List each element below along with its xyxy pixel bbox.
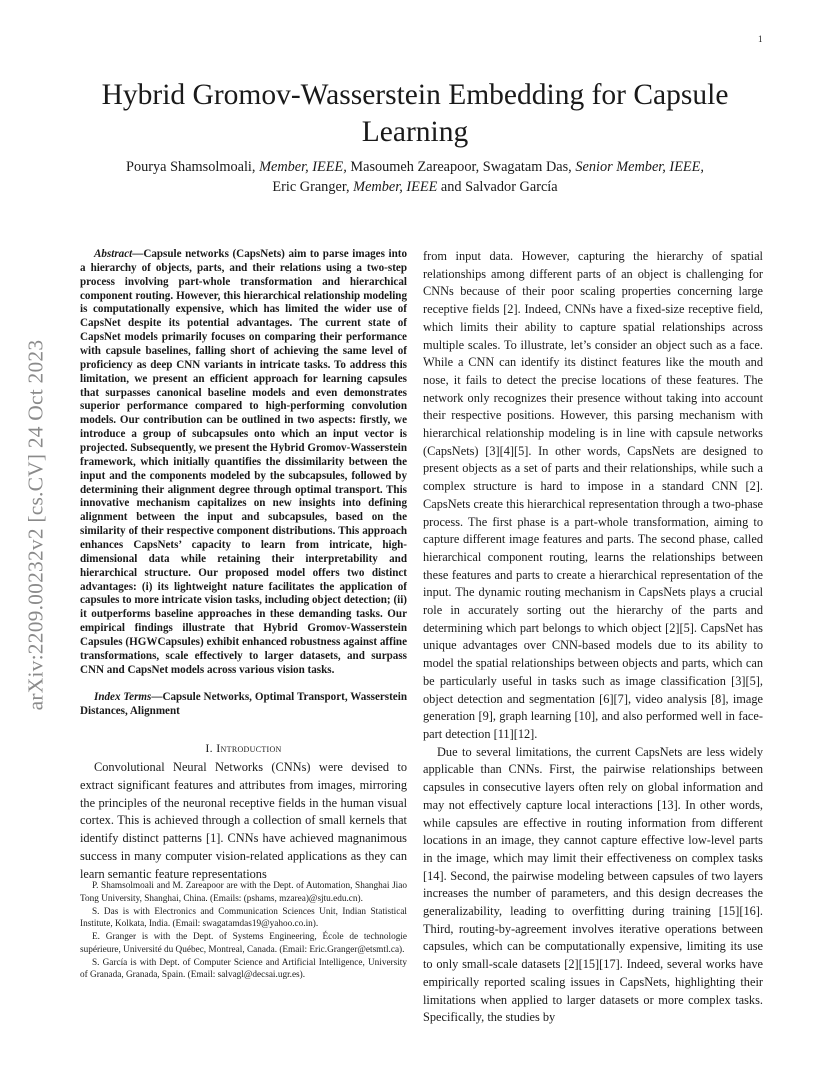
author-names: Eric Granger, (272, 179, 350, 195)
index-terms-text: —Capsule Networks, Optimal Transport, Wasserstein Distances, Alignment (80, 690, 407, 717)
abstract-label: Abstract (94, 248, 133, 260)
author-line-1 (80, 157, 750, 177)
author-names: Pourya Shamsolmoali, (126, 159, 256, 175)
arxiv-identifier-text: arXiv:2209.00232v2 [cs.CV] 24 Oct 2023 (23, 339, 48, 711)
footnote: E. Granger is with the Dept. of Systems Engineering, École de technologie supérieure, Université du Québec, Montreal, Canada. (Email: Eric.Granger@etsmtl.ca). (80, 932, 407, 955)
author-membership: Member, IEEE (353, 179, 438, 195)
footnote: S. García is with Dept. of Computer Science and Artificial Intelligence, University of Granada, Granada, Spain. (Email: salvagl@decsai.ugr.es). (80, 957, 407, 981)
footnote: S. Das is with Electronics and Communication Sciences Unit, Indian Statistical Institute, Kolkata, India. (Email: swagatamdas19@yahoo.co.in). (80, 906, 407, 930)
arxiv-identifier-stamp (22, 290, 50, 760)
right-column (423, 248, 763, 1027)
introduction-paragraph-1-continued: from input data. However, capturing the hierarchy of spatial relationships among different parts of an object is challenging for CNNs because of their poor scaling properties concerning large receptive fields [2]. Indeed, CNNs have a fixed-size receptive field, which limits their ability to capture spatial relationships across multiple scales. To illustrate, let’s consider an object such as a face. While a CNN can identify its distinct features like the mouth and nose, it fails to detect the precise locations of these features. The network only recognizes their presence without taking into account their respective positions. However, this parsing mechanism with hierarchical relationship modeling is in line with capsule networks (CapsNets) [3][4][5]. In other words, CapsNets are designed to present objects as a set of parts and their relationships, while such a complex structure is hard to impose in a standard CNN [2]. CapsNets create this hierarchical representation through a two-phase process. The first phase is a part-whole transformation, aiming to capture different image features and parts. The second phase, called hierarchical component routing, learns the relationships between these features and parts to create a hierarchical representation of the input. The dynamic routing mechanism in CapsNets plays a crucial role in accurately sorting out the hierarchy of the parts and determining which part belongs to which object [2][5]. CapsNet has unique advantages over CNN-based models due to its ability to model the spatial relationships between objects and parts, which can be particularly useful in tasks such as image classification [3][5], object detection and segmentation [6][7], video analysis [8], image generation [9], graph learning [10], and also performed well in face-part detection [11][12]. (423, 249, 763, 741)
section-number: I. (205, 741, 213, 756)
abstract (80, 248, 407, 678)
left-column (80, 248, 407, 883)
abstract-text: —Capsule networks (CapsNets) aim to parse images into a hierarchy of objects, parts, and their relations using a two-step process involving part-whole transformation and hierarchical component routing. However, this hierarchical relationship modeling is computationally expensive, which has limited the wider use of CapsNet despite its potential advantages. The current state of CapsNet models primarily focuses on comparing their performance with capsule baselines, falling short of achieving the same level of proficiency as deep CNN variants in intricate tasks. To address this limitation, we present an efficient approach for learning capsules that surpasses canonical baseline models and even demonstrates superior performance compared to high-performing convolution models. Our contribution can be outlined in two aspects: firstly, we introduce a group of subcapsules onto which an input vector is projected. Subsequently, we present the Hybrid Gromov-Wasserstein framework, which initially quantifies the dissimilarity between the input and the components modeled by the subcapsules, followed by determining their alignment degree through optimal transport. This innovative mechanism capitalizes on new insights into defining alignment between the input and subcapsules, based on the similarity of their respective component distributions. This approach enhances CapsNets’ capacity to learn from intricate, high-dimensional data while retaining their interpretability and hierarchical structure. Our proposed model offers two distinct advantages: (i) its lightweight nature facilitates the application of capsules to more intricate vision tasks, including object detection; (ii) it outperforms baseline approaches in these demanding tasks. Our empirical findings illustrate that Hybrid Gromov-Wasserstein Capsules (HGWCapsules) exhibit enhanced robustness against affine transformations, scale effectively to larger datasets, and surpass CNN and CapsNet models across various vision tasks. (80, 248, 407, 676)
section-title: Introduction (216, 741, 282, 756)
section-heading-introduction (80, 741, 407, 756)
author-membership: Senior Member, IEEE, (575, 159, 704, 175)
paper-title: Hybrid Gromov-Wasserstein Embedding for Capsule Learning (101, 79, 729, 148)
introduction-paragraph-2: Due to several limitations, the current CapsNets are less widely applicable than CNNs. First, the pairwise relationships between capsules in consecutive layers often rely on global information and may not effectively capture local interactions [13]. In other words, while capsules are effective in routing information from different locations in an image, they cannot capture effective low-level parts in the image, which may limit their effectiveness on complex tasks [14]. Second, the pairwise modeling between capsules of two layers increases the number of parameters, and this design decreases the generalizability, leading to overfitting during training [15][16]. Third, routing-by-agreement involves iterative operations between capsules, which can be computationally expensive, limiting its use to only small-scale datasets [2][15][17]. Indeed, several works have empirically reported scaling issues in CapsNets, highlighting their limitations when applied to larger datasets or more complex tasks. Specifically, the studies by (423, 744, 763, 1025)
author-names: Masoumeh Zareapoor, Swagatam Das, (350, 159, 572, 175)
author-membership: Member, IEEE, (259, 159, 347, 175)
author-names: and Salvador García (440, 179, 558, 195)
introduction-paragraph-1: Convolutional Neural Networks (CNNs) were devised to extract significant features and attributes from images, mirroring the principles of the neuronal receptive fields in the human visual cortex. This is achieved through a collection of small kernels that identify distinct patterns [1]. CNNs have achieved magnanimous success in many computer vision-related applications as they can learn semantic feature representations (80, 760, 407, 881)
author-list (80, 157, 750, 197)
page-number: 1 (758, 34, 763, 44)
author-affiliation-footnotes (80, 880, 407, 982)
author-line-2 (80, 177, 750, 197)
footnote: P. Shamsolmoali and M. Zareapoor are with the Dept. of Automation, Shanghai Jiao Tong University, Shanghai, China. (Emails: (pshams, mzarea)@sjtu.edu.cn). (80, 881, 407, 904)
index-terms (80, 691, 407, 719)
index-terms-label: Index Terms (94, 690, 152, 703)
